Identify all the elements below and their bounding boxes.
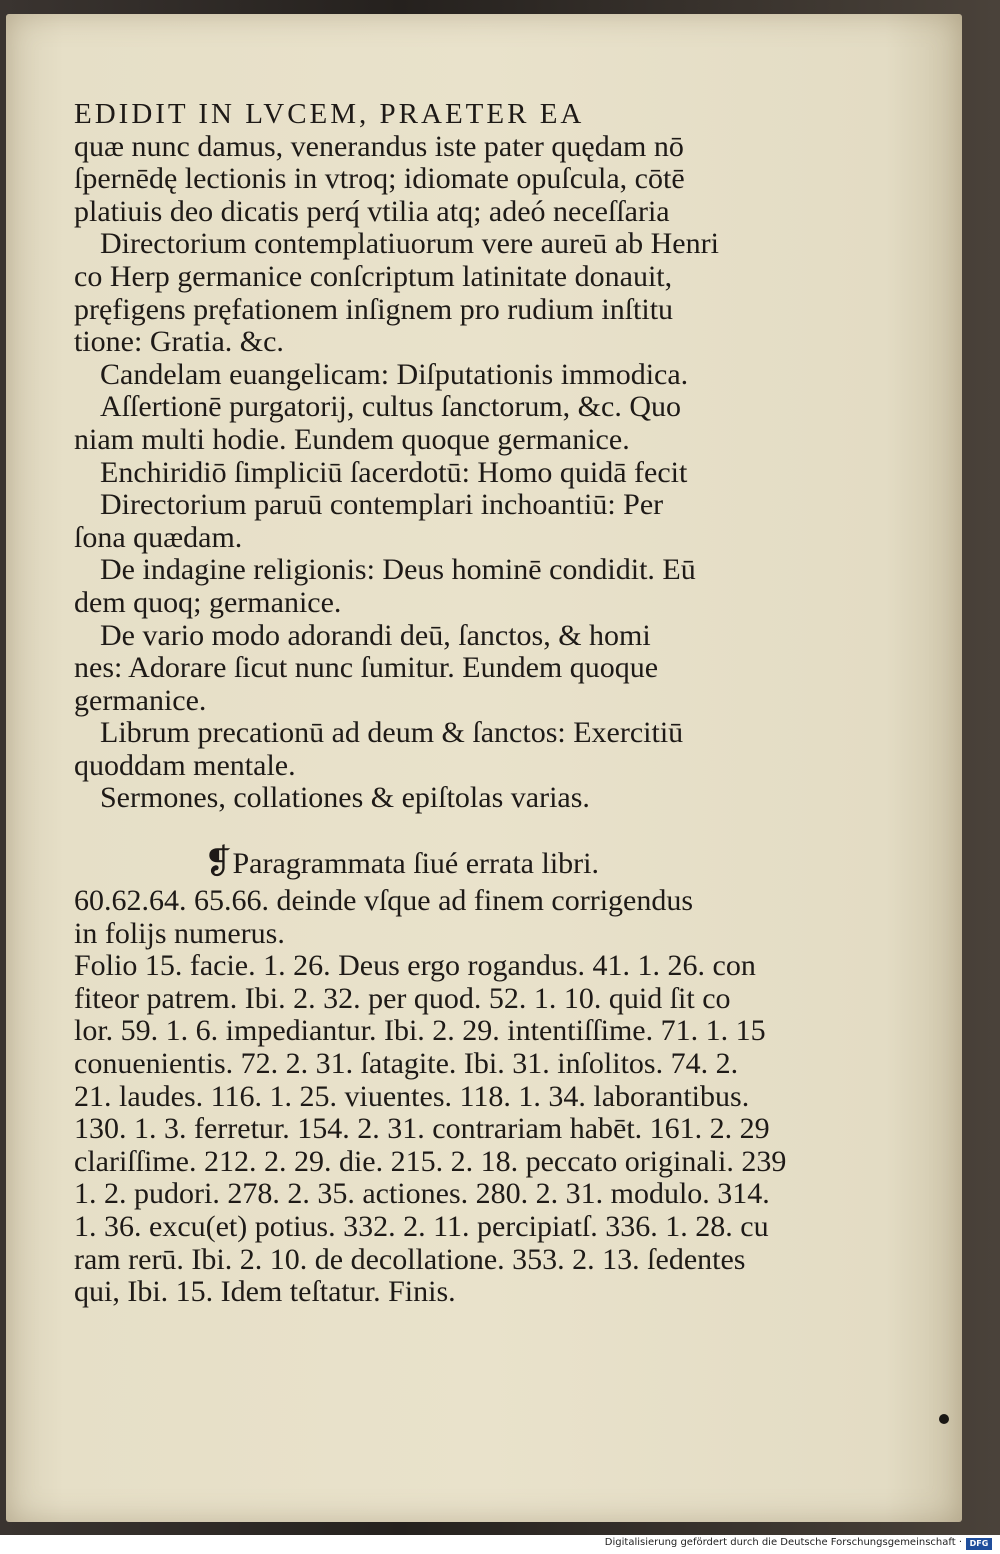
text-line: pręfigens pręfationem inſignem pro rudium inſtitu (74, 292, 674, 326)
text-line: De vario modo adorandi deū, ſanctos, & homi (100, 618, 651, 652)
text-line: ſpernēdę lectionis in vtroq; idiomate opuſcula, cōtē (74, 162, 685, 196)
errata-line: in folijs numerus. (74, 916, 285, 950)
text-line: co Herp germanice conſcriptum latinitate donauit, (74, 259, 673, 293)
text-line: Aſſertionē purgatorij, cultus ſanctorum, &c. Quo (100, 390, 681, 424)
dfg-logo-icon: DFG (966, 1538, 992, 1550)
heading-line: EDIDIT IN LVCEM, PRAETER EA (74, 98, 585, 130)
ink-dot (939, 1414, 949, 1424)
page-text (74, 98, 787, 1309)
text-line: Directorium contemplatiuorum vere aureū ab Henri (100, 227, 719, 261)
text-line: Sermones, collationes & epiſtolas varias. (100, 781, 590, 815)
section-spacer (74, 815, 774, 841)
footer-bar (0, 1535, 1000, 1554)
text-line: tione: Gratia. &c. (74, 325, 284, 359)
errata-line: qui, Ibi. 15. Idem teſtatur. Finis. (74, 1275, 456, 1309)
errata-line: 130. 1. 3. ferretur. 154. 2. 31. contrariam habēt. 161. 2. 29 (74, 1112, 770, 1146)
text-line: Librum precationū ad deum & ſanctos: Exercitiū (100, 716, 684, 750)
text-line: ſona quædam. (74, 520, 243, 554)
text-line: De indagine religionis: Deus hominē condidit. Eū (100, 553, 696, 587)
errata-line: conuenientis. 72. 2. 31. ſatagite. Ibi. 31. inſolitos. 74. 2. (74, 1047, 739, 1081)
errata-line: Folio 15. facie. 1. 26. Deus ergo rogandus. 41. 1. 26. con (74, 949, 756, 983)
book-page (6, 14, 962, 1522)
errata-title-text: Paragrammata ſiué errata libri. (232, 847, 599, 881)
funding-credit: Digitalisierung gefördert durch die Deutsche Forschungsgemeinschaft · (604, 1537, 962, 1548)
text-line: Candelam euangelicam: Diſputationis immodica. (100, 357, 689, 391)
text-line: germanice. (74, 683, 207, 717)
errata-line: 60.62.64. 65.66. deinde vſque ad finem corrigendus (74, 884, 694, 918)
paragraph-mark-icon: ❡ (204, 844, 233, 882)
errata-line: clariſſime. 212. 2. 29. die. 215. 2. 18. peccato originali. 239 (74, 1144, 787, 1178)
errata-line: 21. laudes. 116. 1. 25. viuentes. 118. 1. 34. laborantibus. (74, 1079, 750, 1113)
errata-line: fiteor patrem. Ibi. 2. 32. per quod. 52. 1. 10. quid ſit co (74, 981, 731, 1015)
text-line: quoddam mentale. (74, 748, 296, 782)
text-line: platiuis deo dicatis perq́ vtilia atq; adeó neceſſaria (74, 194, 670, 228)
errata-line: lor. 59. 1. 6. impediantur. Ibi. 2. 29. intentiſſime. 71. 1. 15 (74, 1014, 766, 1048)
text-line: niam multi hodie. Eundem quoque germanice. (74, 422, 630, 456)
errata-line: 1. 36. excu(et) potius. 332. 2. 11. percipiatſ. 336. 1. 28. cu (74, 1210, 769, 1243)
text-line: quæ nunc damus, venerandus iste pater quędam nō (74, 129, 684, 163)
text-line: Directorium paruū contemplari inchoantiū: Per (100, 488, 664, 522)
errata-line: 1. 2. pudori. 278. 2. 35. actiones. 280. 2. 31. modulo. 314. (74, 1177, 770, 1211)
errata-title (74, 841, 774, 885)
errata-line: ram rerū. Ibi. 2. 10. de decollatione. 353. 2. 13. ſedentes (74, 1242, 746, 1276)
text-line: Enchiridiō ſimpliciū ſacerdotū: Homo quidā fecit (100, 455, 688, 489)
text-line: dem quoq; germanice. (74, 585, 342, 619)
text-line: nes: Adorare ſicut nunc ſumitur. Eundem quoque (74, 651, 659, 685)
